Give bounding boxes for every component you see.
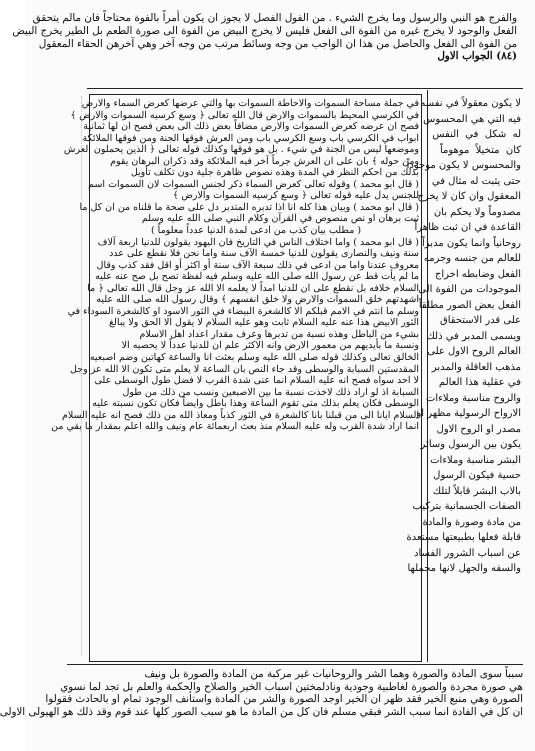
main-line: سنة ونيف والنصارى يقولون للدنيا خمسة الآف سنة واما نحن فلا نقطع على عدد [109, 248, 419, 260]
side-line: من مادة وصورة والمادة [422, 516, 521, 528]
footer-line: هي صورة مجردة والصورة لغاطبية وجودية ونادلمختين اسباب الخير والصلاح والحكمة والعلم بل تجد لما نسوي [60, 680, 523, 693]
main-line: ما لم يأت قط عن رسول الله صلى الله عليه وسلم فيه لفظة تصح بل صح عنه عليه [95, 271, 419, 283]
side-line: حتى يثبت له مثال في [431, 175, 521, 187]
side-line: الارواح الرسولية مظهر او [416, 408, 521, 419]
main-line: الوسطى فكان يعلم بذلك متى تقوم الساعة وهذا باطل وايضاً فكان تكون نسبته عليه [92, 398, 419, 410]
main-text-block [51, 98, 419, 658]
section-heading: ( مطلب بيان كذب من ادعى لمدة الدنيا عدداً معلوماً ) [150, 225, 362, 237]
side-line: الصفات الجسمانية بتركيب [412, 501, 521, 512]
side-line: في عقلية هذا العالم [438, 377, 521, 388]
main-line: بذلك من احكم النظر في المدة وهذه نصوص ظاهرة جلية دون تكلف تأويل [130, 167, 419, 179]
side-line: بالاب البشر قابلاً لتلك [432, 485, 521, 497]
main-line: وموضعها ليس من الجنة في شيء . بل هو فوقها وكذلك قوله تعالى ﴿ الذين يحملون العرش [63, 144, 419, 156]
side-line: القاعدة في ان ثبت ظاهراً [414, 222, 521, 233]
main-line: ( قال ابو محمد ) وبيان هذا كله انا اذا تدبره المتدبر دل على صحة ما قلناه من ان كل ما [79, 201, 419, 213]
side-line: والمحسوس لا يكون موجوداً [406, 160, 521, 171]
side-line: مصدر او الروح الاول [436, 423, 521, 435]
main-line: في الكرسي المحيط بالسموات والارض قال الله تعالى ﴿ وسع كرسيه السموات والارض ﴾ [70, 109, 419, 121]
side-line: العالم الروح الاول على [427, 346, 521, 357]
page-header [12, 12, 517, 90]
side-line: والسفه والجهل لانها مجملها [407, 563, 521, 574]
bottom-rule [67, 664, 523, 665]
main-line: المقدستين السبابة والوسطى وقد جاء النص بان الساعة لا يعلم متى تكون الا الله عز وجل [70, 363, 419, 375]
main-line: الخالق تعالى وكذلك قوله صلى الله عليه وسلم بعثت انا والساعة كهاتين وضم اصبعيه [89, 352, 419, 364]
side-line: يكون بين الرسول وسائر [420, 439, 521, 450]
side-line: روحانياً وانما يكون مدبراً [422, 237, 521, 249]
main-line: ابواب في الكرسي باب وسع الكرسي باب ومن العرش فوقها الجنة ومن فوقها الملائكة [82, 132, 419, 144]
main-line: اشهدتهم خلق السموات والارض ولا خلق انفسهم ﴾ وقال رسول الله صلى الله عليه [96, 294, 419, 306]
side-line: للعالم من جنسه وجرمه [423, 253, 521, 264]
side-line: مذهب العاقلة والمدبر [431, 361, 521, 373]
side-line: المعقول وان كان لا يخرج [417, 191, 521, 202]
side-line: كان ‌ متخيلاً ‌ موهوماً [439, 144, 521, 156]
side-line: الفعل بعض الصور مطلقاً [418, 299, 521, 311]
side-line: عن اسباب الشرور الفساد [414, 547, 521, 559]
side-line: لا يكون معقولاً في نفسه [420, 98, 521, 109]
footer-line: الصورة وهي منبع الخير فقد ظهر ان الخير اوجد الصورة والشر من المادة واستأنف الوجود تمام او بالحادث فقولوا [45, 693, 523, 705]
page-footer [0, 668, 523, 728]
main-line: فصح ان عرضه كعرض السموات والارض مضافاً بعض ذلك الى بعض فصح ان لها ثمانية [83, 121, 419, 133]
main-line: وسلم ما انتم في الامم قبلكم الا كالشعرة البيضاء في الثور الاسود او كالشعرة السوداء في [67, 305, 419, 317]
main-line: انما اراد شدة القرب وله عليه السلام منذ بعث اربعمائة عام ونيف والله اعلم بمقدار ما بقي من [51, 421, 419, 433]
main-line: للجنس يدل عليه قوله تعالى ﴿ وسع كرسيه السموات والارض ﴾ [172, 190, 419, 202]
left-margin [65, 96, 82, 656]
main-line: ثبت برهان او نص منصوص في القرآن وكلام النبي صلى الله عليه وسلم [141, 213, 419, 225]
header-line: والفرج هو النبي والرسول وما يخرج الشيء . من الفول الفصل لا يجوز ان يكون أمراً بالفوة محتاجاً فان مالم يتحقق [32, 12, 517, 24]
main-line: الثور الابيض هذا عنه عليه السلام ثابت وهو عليه السلام لا يقول الا الحق ولا يبالغ [108, 317, 419, 329]
side-line: مصدوماً ولا يحكم بان [433, 206, 521, 218]
side-line: فيه التي هي المحسوس [423, 113, 521, 125]
main-line: السلام خلافه بل نقطع على ان للدنيا امداً لا يعلمه الا الله عز وجل قال الله تعالى ﴿ ما [87, 282, 419, 294]
footer-line: ان كل في الفادة انما سبب الشر فبقي مسلم فان كل من المادة ما هو سبب الصور كلها عند قوم وقد ذلك هو الهيولى الاولى [0, 705, 523, 718]
main-line: السبابة اذ لو اراد ذلك لاخذت نسبة ما بين الاصبعين ونسب من ذلك من طول [122, 386, 419, 398]
footer-line: سبباً سوى المادة والصورة وهما الشر والروحانيات غير مركبة من المادة والصورة بل ونيف [144, 668, 523, 680]
main-line: معروف عندنا واما من ادعى في ذلك سبعة الآف سنة أو اكثر أو اقل فقد كذب وقال [96, 259, 419, 271]
main-line: ( قال ابو محمد ) واما اختلاف الناس في التاريخ فان اليهود يقولون للدنيا اربعة آلاف [97, 236, 419, 248]
side-line: حسية فيكون الرسول [433, 470, 521, 481]
side-line: ويسمى المدبر في ذلك [426, 330, 521, 342]
main-line: ونسبة ما بأيديهم من معمور الارض وانه الاكثر علم ان للدنيا عدداً لا يحصيه الا [121, 340, 419, 352]
side-line: قابلة فعلها بطبيعتها مستعدة [406, 532, 521, 543]
main-line: في جملة مساحة السموات والاحاطة السموات بها والتي عرضها كعرض السماء والارض [81, 98, 419, 109]
main-line: بشيء من الباطل وهذه نسبة من تدبرها وعرف مقدار اعداد اهل الاسلام [139, 328, 419, 340]
margin-commentary [406, 96, 521, 658]
top-rule [87, 88, 523, 89]
main-line: ( قال ابو محمد ) وقوله تعالى كعرض السماء ذكر لجنس السموات لان السموات اسم [88, 178, 419, 190]
header-line: الفعل والوجود لا يخرج غيره من الفوة الى الفعل فليس لا يخرج البيض من الفوة الى صورة الطعم بل الطير يخرج البيض [12, 24, 517, 37]
main-line: السلام ايانا الى من قبلنا بانا كالشعرة في الثور كذباً ومعاذ الله من ذلك فصح انه عليه السلام [62, 409, 419, 421]
header-line: من الفوة الى الفعل والحاصل من هذا ان الواجب من وجه وسائط مرتب من وجه آخر وهي آخرهن الحقاء المعقول [38, 37, 517, 50]
main-line: لا احد سواه فصح انه عليه السلام انما عنى شدة القرب لا فضل طول الوسطى على [94, 375, 419, 387]
main-line: ومن حوله ﴾ بان على ان العرش جرماً آخر فيه الملائكة وقد ذكران البرهان يقوم [110, 155, 419, 167]
side-line: والروح مناسبة وملاءات [425, 392, 521, 404]
side-line: الفعل وضابطه اخراج [434, 268, 521, 280]
side-line: الموجودات من الفوة الى [418, 284, 521, 295]
side-line: على قدر الاستحقاق [439, 315, 521, 326]
side-line: البشر مناسبة وملاءات [430, 454, 521, 466]
page-number-line: (٨٤) الجواب الاول [437, 50, 517, 63]
side-line: له ‌ شكل ‌ في ‌ النفس [432, 129, 521, 140]
